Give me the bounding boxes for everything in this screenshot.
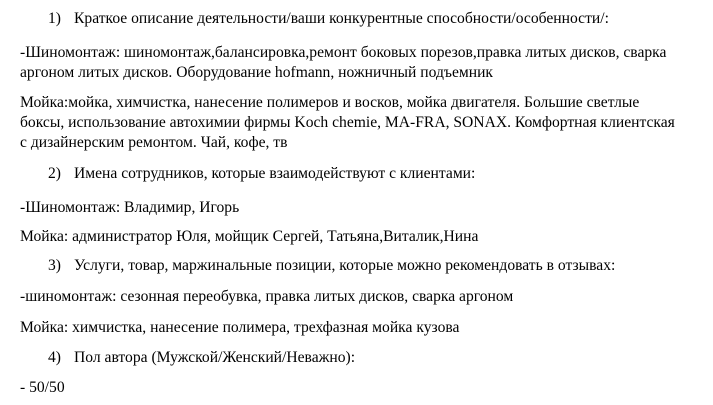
section-number: 4)	[48, 349, 61, 366]
section-heading-text: Пол автора (Мужской/Женский/Неважно):	[74, 349, 356, 366]
text-line: с дизайнерским ремонтом. Чай, кофе, тв	[20, 134, 288, 151]
text-line: боксы, использование автохимии фирмы Koch chemie, MA-FRA, SONAX. Комфортная клиентская	[20, 114, 675, 131]
tire-service-recommendations	[20, 287, 710, 307]
section-heading-text: Услуги, товар, маржинальные позиции, которые можно рекомендовать в отзывах:	[74, 257, 616, 274]
car-wash-staff	[20, 227, 710, 247]
tire-service-staff	[20, 198, 710, 218]
text-line: аргоном литых дисков. Оборудование hofmann, ножничный подъемник	[20, 64, 494, 81]
car-wash-recommendations	[20, 318, 710, 338]
text-line: Мойка: химчистка, нанесение полимера, трехфазная мойка кузова	[20, 319, 460, 336]
text-line: Мойка:мойка, химчистка, нанесение полимеров и восков, мойка двигателя. Большие светлые	[20, 94, 640, 111]
text-line: Мойка: администратор Юля, мойщик Сергей, Татьяна,Виталик,Нина	[20, 228, 479, 245]
tire-service-description	[20, 43, 710, 83]
section-number: 1)	[48, 10, 61, 27]
text-line: -шиномонтаж: сезонная переобувка, правка литых дисков, сварка аргоном	[20, 288, 514, 305]
car-wash-description	[20, 93, 710, 153]
section-heading-text: Имена сотрудников, которые взаимодействуют с клиентами:	[74, 165, 476, 182]
text-line: -Шиномонтаж: шиномонтаж,балансировка,ремонт боковых порезов,правка литых дисков, сварка	[20, 44, 667, 61]
section-heading-text: Краткое описание деятельности/ваши конкурентные способности/особенности/:	[74, 10, 609, 27]
text-line: -Шиномонтаж: Владимир, Игорь	[20, 199, 240, 216]
author-gender-answer	[20, 378, 710, 398]
text-line: - 50/50	[20, 379, 65, 396]
section-number: 2)	[48, 165, 61, 182]
section-number: 3)	[48, 257, 61, 274]
